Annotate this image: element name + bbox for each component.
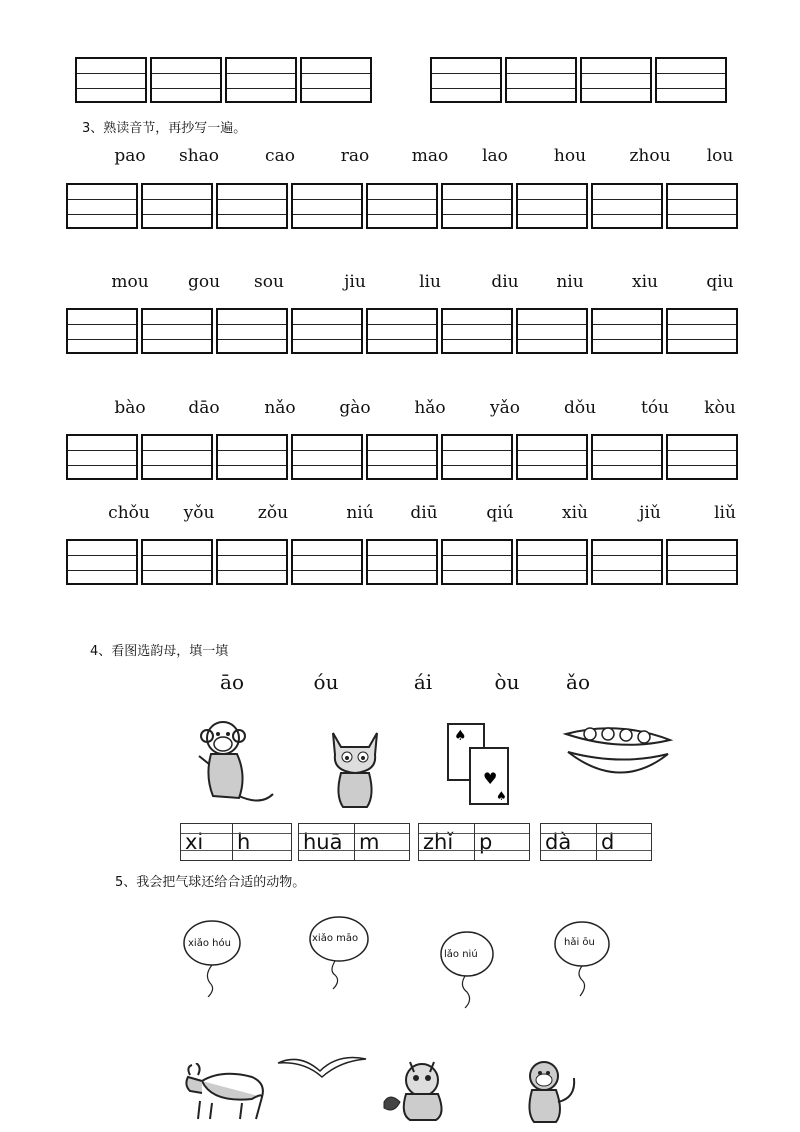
writing-cell[interactable] — [366, 183, 438, 229]
pinyin-row-4 — [66, 503, 746, 527]
pinyin-syllable: liu — [419, 272, 441, 292]
writing-cell[interactable] — [366, 539, 438, 585]
pinyin-syllable: zhou — [629, 146, 671, 166]
writing-grid-row-1 — [66, 183, 738, 229]
writing-cell[interactable] — [516, 308, 588, 354]
pinyin-syllable: lou — [706, 146, 734, 166]
fill-segment: p — [475, 824, 529, 860]
cat-with-bow-picture — [380, 1058, 462, 1122]
fill-segment: h — [233, 824, 291, 860]
fill-box-cat[interactable] — [298, 823, 410, 861]
fill-box-monkey[interactable] — [180, 823, 292, 861]
writing-cell[interactable] — [666, 308, 738, 354]
vowel-choice: ái — [413, 670, 433, 694]
balloon-icon — [305, 915, 375, 997]
writing-cell[interactable] — [216, 308, 288, 354]
writing-cell[interactable] — [66, 434, 138, 480]
writing-cell[interactable] — [441, 434, 513, 480]
writing-cell[interactable] — [516, 434, 588, 480]
fill-segment: zhǐ — [419, 824, 475, 860]
balloon-xiao-hou[interactable] — [180, 917, 250, 997]
writing-cell[interactable] — [141, 183, 213, 229]
writing-cell[interactable] — [216, 539, 288, 585]
svg-text:♠: ♠ — [454, 728, 467, 744]
balloon-xiao-mao[interactable] — [305, 915, 375, 997]
writing-cell[interactable] — [66, 539, 138, 585]
pinyin-syllable: shao — [178, 146, 220, 166]
monkey-sitting-picture — [518, 1058, 578, 1124]
cat-picture — [325, 725, 385, 810]
monkey-picture — [195, 716, 277, 808]
section-5-heading: 5、我会把气球还给合适的动物。 — [115, 875, 306, 890]
balloon-label: xiǎo māo — [312, 933, 359, 944]
vowel-choices — [0, 670, 800, 698]
pinyin-syllable: liǔ — [714, 503, 736, 523]
balloon-icon — [550, 920, 620, 1000]
writing-cell[interactable] — [591, 308, 663, 354]
pinyin-syllable: rao — [340, 146, 370, 166]
writing-cell[interactable] — [66, 183, 138, 229]
writing-cell[interactable] — [141, 308, 213, 354]
pinyin-syllable: xiu — [632, 272, 658, 292]
writing-cell[interactable] — [366, 308, 438, 354]
vowel-choice: òu — [494, 670, 520, 694]
writing-cell[interactable] — [441, 183, 513, 229]
balloon-icon — [180, 917, 250, 997]
section-3-heading: 3、熟读音节，再抄写一遍。 — [82, 121, 247, 136]
balloon-hai-ou[interactable] — [550, 920, 620, 1000]
pinyin-syllable: jiǔ — [639, 503, 661, 523]
writing-cell[interactable] — [291, 308, 363, 354]
writing-cell[interactable] — [66, 308, 138, 354]
writing-cell[interactable] — [430, 57, 502, 103]
pinyin-syllable: nǎo — [264, 398, 296, 418]
writing-cell[interactable] — [225, 57, 297, 103]
pinyin-syllable: zǒu — [257, 503, 289, 523]
seagull-picture — [276, 1053, 368, 1083]
writing-cell[interactable] — [666, 434, 738, 480]
balloon-label: xiǎo hóu — [188, 938, 231, 949]
fill-box-peas[interactable] — [540, 823, 652, 861]
writing-cell[interactable] — [291, 183, 363, 229]
balloon-label: lǎo niú — [444, 949, 478, 960]
pinyin-syllable: hou — [553, 146, 587, 166]
writing-cell[interactable] — [666, 539, 738, 585]
pinyin-syllable: niú — [346, 503, 374, 523]
top-writing-grid-left — [75, 57, 372, 103]
writing-cell[interactable] — [366, 434, 438, 480]
svg-text:♥: ♥ — [483, 769, 498, 788]
fill-box-cards[interactable] — [418, 823, 530, 861]
writing-cell[interactable] — [291, 539, 363, 585]
pinyin-syllable: jiu — [344, 272, 366, 292]
pinyin-syllable: yǒu — [183, 503, 215, 523]
writing-cell[interactable] — [141, 434, 213, 480]
pea-pod-picture — [560, 722, 676, 790]
vowel-choice: āo — [220, 670, 244, 694]
writing-cell[interactable] — [141, 539, 213, 585]
writing-cell[interactable] — [216, 434, 288, 480]
balloon-lao-niu[interactable] — [435, 930, 505, 1010]
pinyin-syllable: gào — [339, 398, 371, 418]
ox-picture — [182, 1063, 270, 1123]
pinyin-syllable: cao — [265, 146, 295, 166]
writing-cell[interactable] — [580, 57, 652, 103]
writing-cell[interactable] — [441, 539, 513, 585]
pinyin-row-3 — [66, 398, 746, 422]
pinyin-syllable: dǒu — [563, 398, 597, 418]
writing-cell[interactable] — [441, 308, 513, 354]
vowel-choice: óu — [313, 670, 339, 694]
pinyin-syllable: mou — [111, 272, 149, 292]
writing-cell[interactable] — [291, 434, 363, 480]
fill-segment: xi — [181, 824, 233, 860]
writing-cell[interactable] — [216, 183, 288, 229]
section-4-heading: 4、看图选韵母，填一填 — [90, 644, 229, 659]
writing-cell[interactable] — [75, 57, 147, 103]
vowel-choice: ǎo — [566, 670, 590, 694]
writing-cell[interactable] — [300, 57, 372, 103]
pinyin-syllable: yǎo — [490, 398, 520, 418]
writing-cell[interactable] — [150, 57, 222, 103]
pinyin-syllable: diu — [491, 272, 519, 292]
pinyin-syllable: diū — [410, 503, 438, 523]
writing-cell[interactable] — [591, 434, 663, 480]
pinyin-syllable: gou — [187, 272, 221, 292]
playing-cards-picture — [444, 720, 514, 808]
writing-cell[interactable] — [516, 539, 588, 585]
pinyin-syllable: chǒu — [108, 503, 150, 523]
balloon-icon — [435, 930, 505, 1010]
svg-text:♠: ♠ — [496, 789, 507, 803]
pinyin-syllable: pao — [114, 146, 146, 166]
pinyin-syllable: hǎo — [414, 398, 446, 418]
fill-segment: d — [597, 824, 651, 860]
pinyin-syllable: kòu — [704, 398, 736, 418]
writing-cell[interactable] — [655, 57, 727, 103]
writing-cell[interactable] — [666, 183, 738, 229]
pinyin-row-2 — [66, 272, 746, 296]
writing-cell[interactable] — [516, 183, 588, 229]
pinyin-row-1 — [66, 146, 746, 170]
pinyin-syllable: niu — [556, 272, 584, 292]
writing-cell[interactable] — [591, 539, 663, 585]
pinyin-syllable: bào — [114, 398, 146, 418]
pinyin-syllable: qiu — [706, 272, 734, 292]
pinyin-syllable: qiú — [486, 503, 514, 523]
fill-segment: huā — [299, 824, 355, 860]
pinyin-syllable: dāo — [188, 398, 220, 418]
fill-segment: dà — [541, 824, 597, 860]
top-writing-grid-right — [430, 57, 727, 103]
pinyin-syllable: xiù — [562, 503, 588, 523]
writing-cell[interactable] — [591, 183, 663, 229]
balloon-label: hǎi ōu — [564, 937, 595, 948]
writing-grid-row-2 — [66, 308, 738, 354]
writing-grid-row-3 — [66, 434, 738, 480]
writing-grid-row-4 — [66, 539, 738, 585]
writing-cell[interactable] — [505, 57, 577, 103]
pinyin-syllable: mao — [411, 146, 449, 166]
pinyin-syllable: lao — [482, 146, 508, 166]
pinyin-syllable: sou — [254, 272, 284, 292]
fill-segment: m — [355, 824, 409, 860]
pinyin-syllable: tóu — [640, 398, 670, 418]
